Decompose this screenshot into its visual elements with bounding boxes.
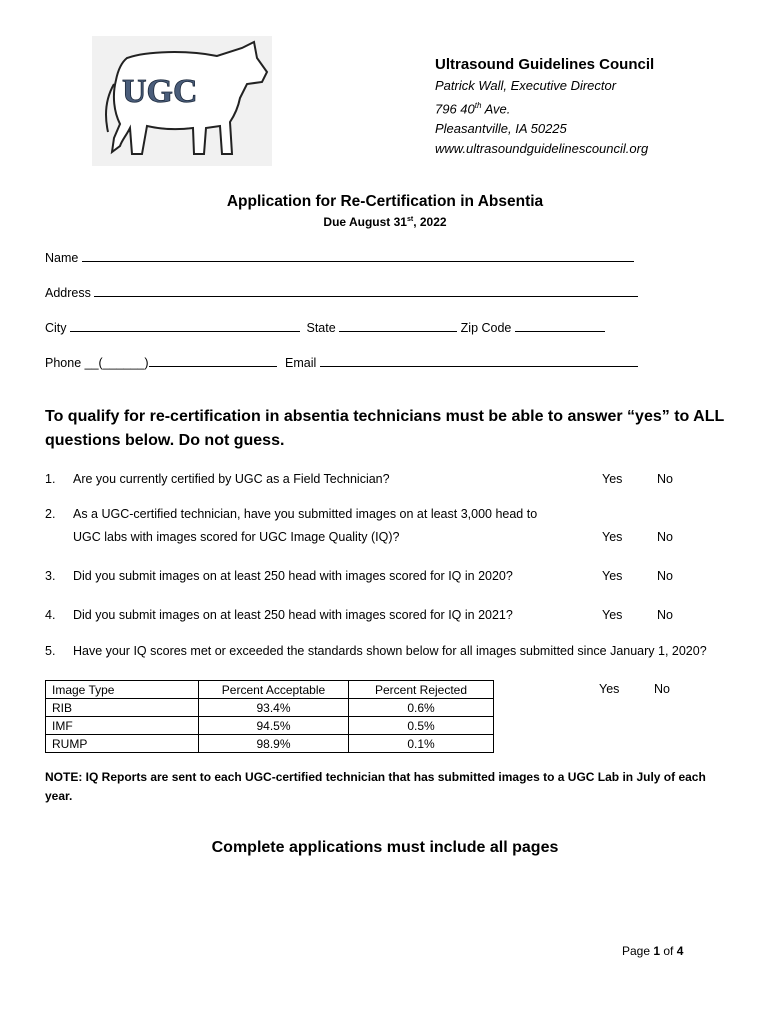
- email-field[interactable]: [320, 355, 638, 367]
- qualification-heading: To qualify for re-certification in absentia technicians must be able to answer “yes” to ALL questions below. Do not guess.: [45, 408, 724, 449]
- no-option[interactable]: No: [657, 608, 673, 622]
- zip-label: Zip Code: [460, 321, 512, 335]
- question-number: 1.: [45, 472, 56, 486]
- question-1: [0, 472, 770, 492]
- iq-report-note: NOTE: IQ Reports are sent to each UGC-certified technician that has submitted images to a UGC Lab in July of each year.: [45, 770, 706, 803]
- image-type-cell: RIB: [46, 699, 199, 717]
- yes-option[interactable]: Yes: [602, 569, 623, 583]
- no-option[interactable]: No: [657, 569, 673, 583]
- phone-label: Phone __(______): [45, 356, 149, 370]
- question-number: 4.: [45, 608, 56, 622]
- address-field[interactable]: [94, 285, 638, 297]
- email-label: Email: [285, 356, 317, 370]
- yes-option[interactable]: Yes: [602, 608, 623, 622]
- page-number: Page 1 of 4: [622, 944, 684, 958]
- yes-option[interactable]: Yes: [602, 472, 623, 486]
- image-type-cell: IMF: [46, 717, 199, 735]
- table-header-row: [46, 681, 494, 699]
- percent-rejected-cell: 0.5%: [349, 717, 494, 735]
- question-text: Have your IQ scores met or exceeded the standards shown below for all images submitted since January 1, 2020?: [73, 644, 707, 658]
- organization-name: Ultrasound Guidelines Council: [435, 56, 655, 73]
- image-type-cell: RUMP: [46, 735, 199, 753]
- iq-standards-table: [45, 680, 494, 753]
- table-row: [46, 735, 494, 753]
- column-header: Percent Rejected: [349, 681, 494, 699]
- address-label: Address: [45, 286, 91, 300]
- percent-acceptable-cell: 93.4%: [199, 699, 349, 717]
- question-3: [0, 569, 770, 589]
- ugc-cow-logo: [92, 36, 272, 166]
- organization-header: [435, 56, 654, 159]
- street-address: 796 40th Ave.: [435, 101, 511, 117]
- name-field[interactable]: [82, 250, 634, 262]
- question-text: As a UGC-certified technician, have you submitted images on at least 3,000 head to: [73, 507, 538, 521]
- question-text-continued: UGC labs with images scored for UGC Image Quality (IQ)?: [73, 530, 400, 544]
- phone-field[interactable]: [149, 355, 277, 367]
- question-2: [0, 507, 770, 552]
- phone-row: [45, 355, 638, 370]
- percent-acceptable-cell: 94.5%: [199, 717, 349, 735]
- city-row: [45, 320, 605, 335]
- column-header: Percent Acceptable: [199, 681, 349, 699]
- percent-acceptable-cell: 98.9%: [199, 735, 349, 753]
- yes-option[interactable]: Yes: [602, 530, 623, 544]
- no-option[interactable]: No: [657, 472, 673, 486]
- table-row: [46, 717, 494, 735]
- director-line: Patrick Wall, Executive Director: [435, 78, 617, 93]
- question-number: 2.: [45, 507, 56, 521]
- name-row: [45, 250, 634, 265]
- question-number: 5.: [45, 644, 56, 658]
- column-header: Image Type: [46, 681, 199, 699]
- form-title: Application for Re-Certification in Absentia: [226, 193, 544, 210]
- yes-option[interactable]: Yes: [599, 682, 620, 696]
- website-link[interactable]: www.ultrasoundguidelinescouncil.org: [435, 141, 649, 157]
- city-field[interactable]: [70, 320, 300, 332]
- percent-rejected-cell: 0.6%: [349, 699, 494, 717]
- address-row: [45, 285, 638, 300]
- city-label: City: [45, 321, 67, 335]
- state-label: State: [306, 321, 336, 335]
- percent-rejected-cell: 0.1%: [349, 735, 494, 753]
- no-option[interactable]: No: [657, 530, 673, 544]
- question-text: Are you currently certified by UGC as a Field Technician?: [73, 472, 390, 486]
- logo-text: UGC: [122, 73, 198, 110]
- state-field[interactable]: [339, 320, 457, 332]
- table-row: [46, 699, 494, 717]
- zip-field[interactable]: [515, 320, 605, 332]
- question-text: Did you submit images on at least 250 head with images scored for IQ in 2020?: [73, 569, 513, 583]
- no-option[interactable]: No: [654, 682, 670, 696]
- complete-applications-notice: Complete applications must include all pages: [211, 839, 559, 856]
- question-text: Did you submit images on at least 250 head with images scored for IQ in 2021?: [73, 608, 513, 622]
- question-4: [0, 608, 770, 628]
- question-number: 3.: [45, 569, 56, 583]
- due-date: Due August 31st, 2022: [323, 215, 447, 229]
- city-line: Pleasantville, IA 50225: [435, 121, 567, 137]
- name-label: Name: [45, 251, 79, 265]
